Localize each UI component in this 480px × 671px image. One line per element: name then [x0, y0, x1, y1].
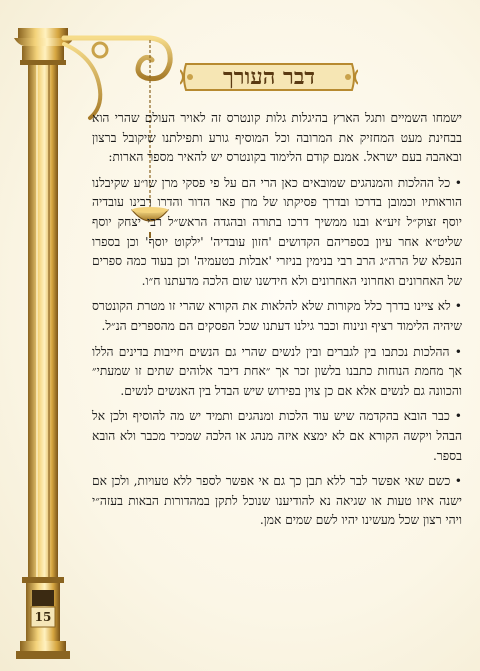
column-base — [22, 577, 64, 583]
bullet-paragraph: • ההלכות נכתבו בין לגברים ובין לנשים שהרי גם הנשים חייבות בדינים הללו אך מחמת הנוחות כתבנו בלשון זכר אך ״אחת דיבר אלוהים שתים זו שמעתי״ והכוונה גם לנשים אלא אם כן צוין בפירוש שיש הבדל בין האנשים לנשים. — [92, 343, 462, 402]
intro-paragraph: ישמחו השמיים ותגל הארץ בהיגלות גלות קונטרס זה לאויר העולם שהרי הוא בבחינת מעט המחזיק את המרובה וכל המוסיף גורע ותפילתנו שיקובל ברצון ובאהבה בעם ישראל. אמנם קודם הלימוד בקונטרס יש להאיר מספר הארות: — [92, 111, 462, 165]
article-body — [92, 109, 462, 649]
bullet-paragraph: • כבר הובא בהקדמה שיש עוד הלכות ומנהגים ותמיד יש מה להוסיף ולכן אל הבהל ויקשה הקורא אם לא ימצא איזה מנהג או הלכה שמכיר מכבר ולא הובא בספר. — [92, 407, 462, 466]
lamp-bracket — [64, 38, 170, 79]
bullet-paragraph: • כל ההלכות והמנהגים שמובאים כאן הרי הם על פי פסקי מרן שו״ע שקיבלנו הוראותיו וכמובן בדרכו ובדרך פסיקתו של מרן פאר הדור והדרו רבינו עובדיה יוסף זצוק״ל זיע״א ובנו ממשיך דרכו בתורה ובהגדה הראש״ל רבי יצחק יוסף שליט״א אחר עיון בספריהם הקדושים 'חזון עובדיה' 'ילקוט יוסף' וכן בספרו הנפלא של הרה״ג הרב רבי בנימין בניזרי 'אבלות בטעמיה' וכן בעוד כמה ספרים של האחרונים ואחרוני האחרונים ולא חידשנו שום הלכה מדעתנו ח״ו. — [92, 174, 462, 292]
page-title: דבר העורך — [223, 64, 315, 90]
bullet-paragraph: • כשם שאי אפשר לבר ללא תבן כך גם אי אפשר לספר ללא טעויות, ולכן אם ישנה איזו טעות או שגיאה נא להודיענו שנוכל לתקן במהדורות הבאות בעזה״י ויהי רצון שכל מעשינו יהיו לשם שמים אמן. — [92, 472, 462, 531]
bullet-paragraph: • לא ציינו בדרך כלל מקורות שלא להלאות את הקורא שהרי זו מטרת הקונטרס שיהיה הלימוד רציף ונינוח וכבר גילנו דעתנו שכל הפסקים הם מהספרים הנ״ל. — [92, 297, 462, 336]
column-capital — [18, 28, 68, 38]
page-number: 15 — [34, 610, 52, 624]
column-shaft — [28, 65, 58, 577]
